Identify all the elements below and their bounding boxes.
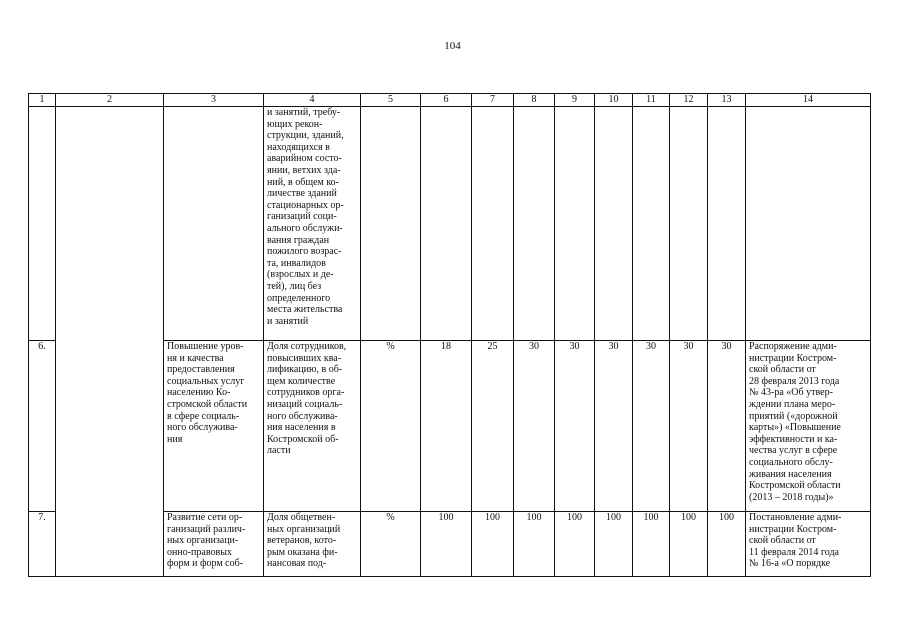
cell-value bbox=[595, 107, 633, 341]
cell-document: Постановление адми- нистрации Костром- ской области от 11 февраля 2014 года № 16-а «О порядке bbox=[746, 512, 871, 577]
column-header: 9 bbox=[555, 94, 595, 107]
cell-value bbox=[421, 107, 472, 341]
cell-value bbox=[555, 107, 595, 341]
cell-value: 30 bbox=[708, 341, 746, 512]
cell-activity bbox=[164, 107, 264, 341]
column-header: 4 bbox=[264, 94, 361, 107]
cell-unit bbox=[361, 107, 421, 341]
cell-value: 30 bbox=[514, 341, 555, 512]
cell-value: 30 bbox=[633, 341, 670, 512]
cell-number: 6. bbox=[29, 341, 56, 512]
table-row bbox=[29, 107, 871, 341]
cell-value: 30 bbox=[595, 341, 633, 512]
cell-value: 25 bbox=[472, 341, 514, 512]
column-header: 8 bbox=[514, 94, 555, 107]
page-number: 104 bbox=[444, 40, 461, 52]
cell-activity: Развитие сети ор- ганизаций различ- ных организаци- онно-правовых форм и форм соб- bbox=[164, 512, 264, 577]
cell-value: 18 bbox=[421, 341, 472, 512]
cell-value: 100 bbox=[514, 512, 555, 577]
cell-value: 100 bbox=[472, 512, 514, 577]
cell-value bbox=[514, 107, 555, 341]
cell-value: 30 bbox=[670, 341, 708, 512]
cell-value: 100 bbox=[633, 512, 670, 577]
cell-activity: Повышение уров- ня и качества предоставления социальных услуг населению Ко- стромской области в сфере социаль- ного обслужива- ния bbox=[164, 341, 264, 512]
column-header: 2 bbox=[56, 94, 164, 107]
cell-indicator: Доля сотрудников, повысивших ква- лификацию, в об- щем количестве сотрудников орга- низаций социаль- ного обслужива- ния населения в Костромской об- ласти bbox=[264, 341, 361, 512]
column-header: 10 bbox=[595, 94, 633, 107]
cell-unit: % bbox=[361, 341, 421, 512]
cell-value: 100 bbox=[421, 512, 472, 577]
cell-value bbox=[472, 107, 514, 341]
cell-unit: % bbox=[361, 512, 421, 577]
column-header: 1 bbox=[29, 94, 56, 107]
cell-value: 100 bbox=[595, 512, 633, 577]
cell-col2-merged bbox=[56, 107, 164, 577]
cell-value bbox=[633, 107, 670, 341]
cell-value: 100 bbox=[708, 512, 746, 577]
column-header: 6 bbox=[421, 94, 472, 107]
cell-value: 100 bbox=[670, 512, 708, 577]
column-header: 12 bbox=[670, 94, 708, 107]
column-number-row bbox=[29, 94, 871, 107]
column-header: 11 bbox=[633, 94, 670, 107]
cell-value bbox=[708, 107, 746, 341]
column-header: 3 bbox=[164, 94, 264, 107]
data-table bbox=[28, 93, 871, 577]
cell-number: 7. bbox=[29, 512, 56, 577]
cell-value: 100 bbox=[555, 512, 595, 577]
cell-number bbox=[29, 107, 56, 341]
cell-indicator: Доля общетвен- ных организаций ветеранов, кото- рым оказана фи- нансовая под- bbox=[264, 512, 361, 577]
cell-indicator: и занятий, требу- ющих рекон- струкции, зданий, находящихся в аварийном состо- янии, ветхих зда- ний, в общем ко- личестве зданий стационарных ор- ганизаций соци- ального обслужи- вания граждан пожилого возрас- та, инвалидов (взрослых и де- тей), лиц без определенного места жительства и занятий bbox=[264, 107, 361, 341]
column-header: 7 bbox=[472, 94, 514, 107]
column-header: 13 bbox=[708, 94, 746, 107]
cell-value: 30 bbox=[555, 341, 595, 512]
cell-document bbox=[746, 107, 871, 341]
column-header: 14 bbox=[746, 94, 871, 107]
cell-value bbox=[670, 107, 708, 341]
cell-document: Распоряжение адми- нистрации Костром- ской области от 28 февраля 2013 года № 43-ра «Об утвер- ждении плана меро- приятий («дорожной карты») «Повышение эффективности и ка- чества услуг в сфере социального обслу- живания населения Костромской области (2013 – 2018 годы)» bbox=[746, 341, 871, 512]
column-header: 5 bbox=[361, 94, 421, 107]
